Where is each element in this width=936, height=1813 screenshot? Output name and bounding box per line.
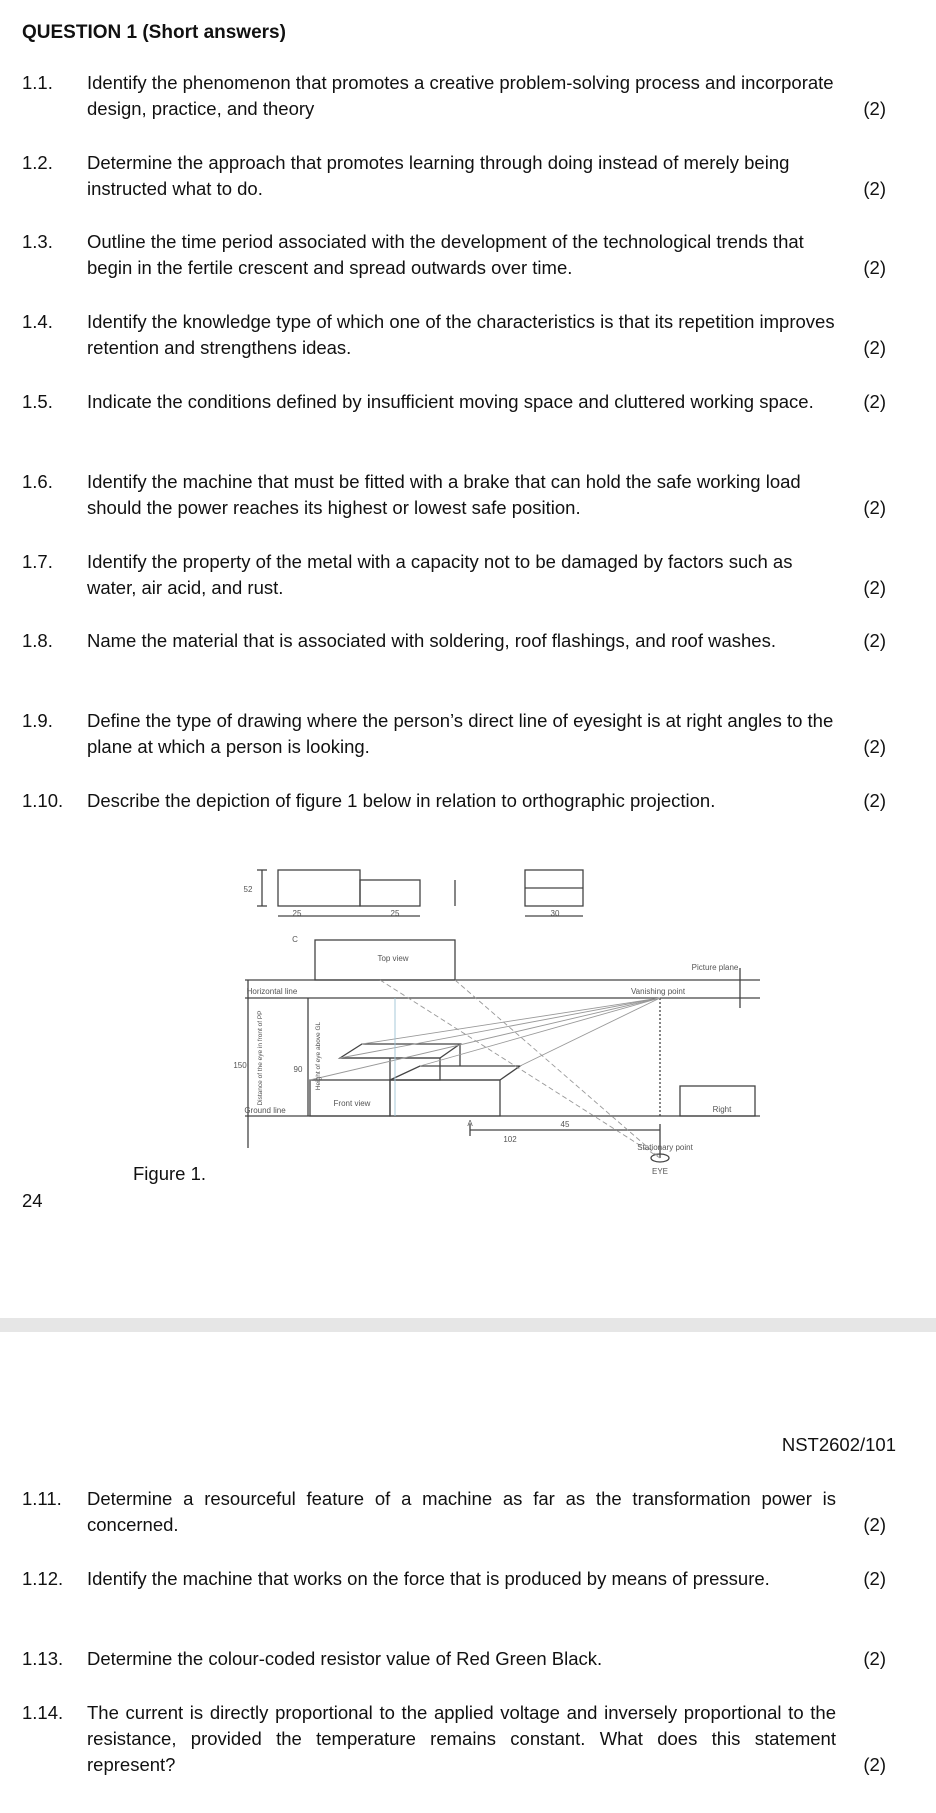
dim-150: 150: [233, 1061, 247, 1070]
dim-102: 102: [503, 1135, 517, 1144]
question-marks: (2): [863, 1514, 886, 1535]
question-number: 1.13.: [22, 1648, 64, 1669]
question-number: 1.1.: [22, 72, 53, 93]
question-1-8: [22, 628, 896, 654]
question-text: Determine the approach that promotes learning through doing instead of merely being instructed what to do.: [87, 152, 790, 199]
dim-25b: 25: [390, 909, 400, 918]
question-marks: (2): [863, 98, 886, 119]
question-text: Outline the time period associated with the development of the technological trends that begin in the fertile crescent and spread outwards over time.: [87, 231, 804, 278]
question-1-2: [22, 150, 896, 202]
question-marks: (2): [863, 1648, 886, 1669]
question-number: 1.2.: [22, 152, 53, 173]
front-view-label: Front view: [333, 1099, 371, 1108]
question-marks: (2): [863, 257, 886, 278]
figure-caption: Figure 1.: [133, 1163, 207, 1184]
question-1-9: [22, 708, 896, 760]
question-number: 1.8.: [22, 630, 53, 651]
question-marks: (2): [863, 630, 886, 651]
question-marks: (2): [863, 1568, 886, 1589]
question-marks: (2): [863, 577, 886, 598]
height-axis-label: Height of eye above GL: [315, 1021, 322, 1091]
question-marks: (2): [863, 736, 886, 757]
question-text: Describe the depiction of figure 1 below in relation to orthographic projection.: [87, 790, 716, 811]
question-1-12: [22, 1566, 896, 1592]
question-marks: (2): [863, 391, 886, 412]
question-number: 1.11.: [22, 1488, 62, 1509]
dim-a: A: [467, 1119, 473, 1128]
question-text: Identify the phenomenon that promotes a creative problem-solving process and incorporate design, practice, and theory: [87, 72, 834, 119]
horizontal-line-label: Horizontal line: [246, 987, 298, 996]
vanishing-point-label: Vanishing point: [630, 987, 686, 996]
question-text: Determine the colour-coded resistor value of Red Green Black.: [87, 1648, 603, 1669]
top-left-view: [278, 870, 360, 906]
question-1-11: [22, 1486, 896, 1538]
question-1-1: [22, 70, 896, 122]
question-1-6: [22, 469, 896, 521]
dim-52: 52: [243, 885, 253, 894]
question-text: Define the type of drawing where the person’s direct line of eyesight is at right angles to the plane at which a person is looking.: [87, 710, 834, 757]
question-text: Identify the knowledge type of which one of the characteristics is that its repetition improves retention and strengthens ideas.: [87, 311, 835, 358]
dim-30: 30: [550, 909, 560, 918]
front-view-lower-step: [390, 1080, 500, 1116]
question-number: 1.10.: [22, 790, 64, 811]
question-1-14: [22, 1700, 896, 1778]
question-1-10: [22, 788, 896, 814]
question-marks: (2): [863, 1754, 886, 1775]
page-code: NST2602/101: [781, 1434, 896, 1455]
top-view-label: Top view: [377, 954, 409, 963]
distance-axis-label: Distance of the eye in front of PP: [257, 1010, 264, 1106]
question-1-4: [22, 309, 896, 361]
ground-line-label: Ground line: [244, 1106, 286, 1115]
question-number: 1.12.: [22, 1568, 64, 1589]
question-marks: (2): [863, 497, 886, 518]
stationary-point-label: Stationary point: [637, 1143, 693, 1152]
right-view-label: Right: [712, 1105, 732, 1114]
question-number: 1.4.: [22, 311, 53, 332]
dim-c: C: [292, 935, 298, 944]
question-marks: (2): [863, 178, 886, 199]
section-heading: QUESTION 1 (Short answers): [22, 22, 286, 43]
question-1-13: [22, 1646, 896, 1672]
page-number: 24: [22, 1190, 43, 1211]
dim-45: 45: [560, 1120, 570, 1129]
question-1-7: [22, 549, 896, 601]
question-number: 1.5.: [22, 391, 53, 412]
question-number: 1.7.: [22, 551, 53, 572]
page-separator: [0, 1318, 936, 1332]
question-text: The current is directly proportional to the applied voltage and inversely proportional to the resistance, provided the temperature remains constant. What does this statement represent?: [87, 1702, 836, 1775]
question-1-5: [22, 389, 896, 415]
question-number: 1.14.: [22, 1702, 64, 1723]
top-mid-view: [360, 880, 420, 906]
question-text: Indicate the conditions defined by insufficient moving space and cluttered working space.: [87, 391, 814, 412]
dim-90: 90: [293, 1065, 303, 1074]
question-number: 1.6.: [22, 471, 53, 492]
question-text: Identify the property of the metal with a capacity not to be damaged by factors such as water, air acid, and rust.: [87, 551, 793, 598]
eye-label: EYE: [651, 1167, 669, 1176]
front-view-step: [310, 1080, 390, 1116]
question-marks: (2): [863, 790, 886, 811]
question-1-3: [22, 229, 896, 281]
question-text: Identify the machine that must be fitted with a brake that can hold the safe working load should the power reaches its highest or lowest safe position.: [87, 471, 801, 518]
dim-25a: 25: [292, 909, 302, 918]
question-text: Name the material that is associated with soldering, roof flashings, and roof washes.: [87, 630, 776, 651]
picture-plane-label: Picture plane: [691, 963, 739, 972]
question-number: 1.9.: [22, 710, 53, 731]
question-number: 1.3.: [22, 231, 53, 252]
question-marks: (2): [863, 337, 886, 358]
question-text: Determine a resourceful feature of a machine as far as the transformation power is concerned.: [87, 1488, 836, 1535]
question-text: Identify the machine that works on the force that is produced by means of pressure.: [87, 1568, 770, 1589]
